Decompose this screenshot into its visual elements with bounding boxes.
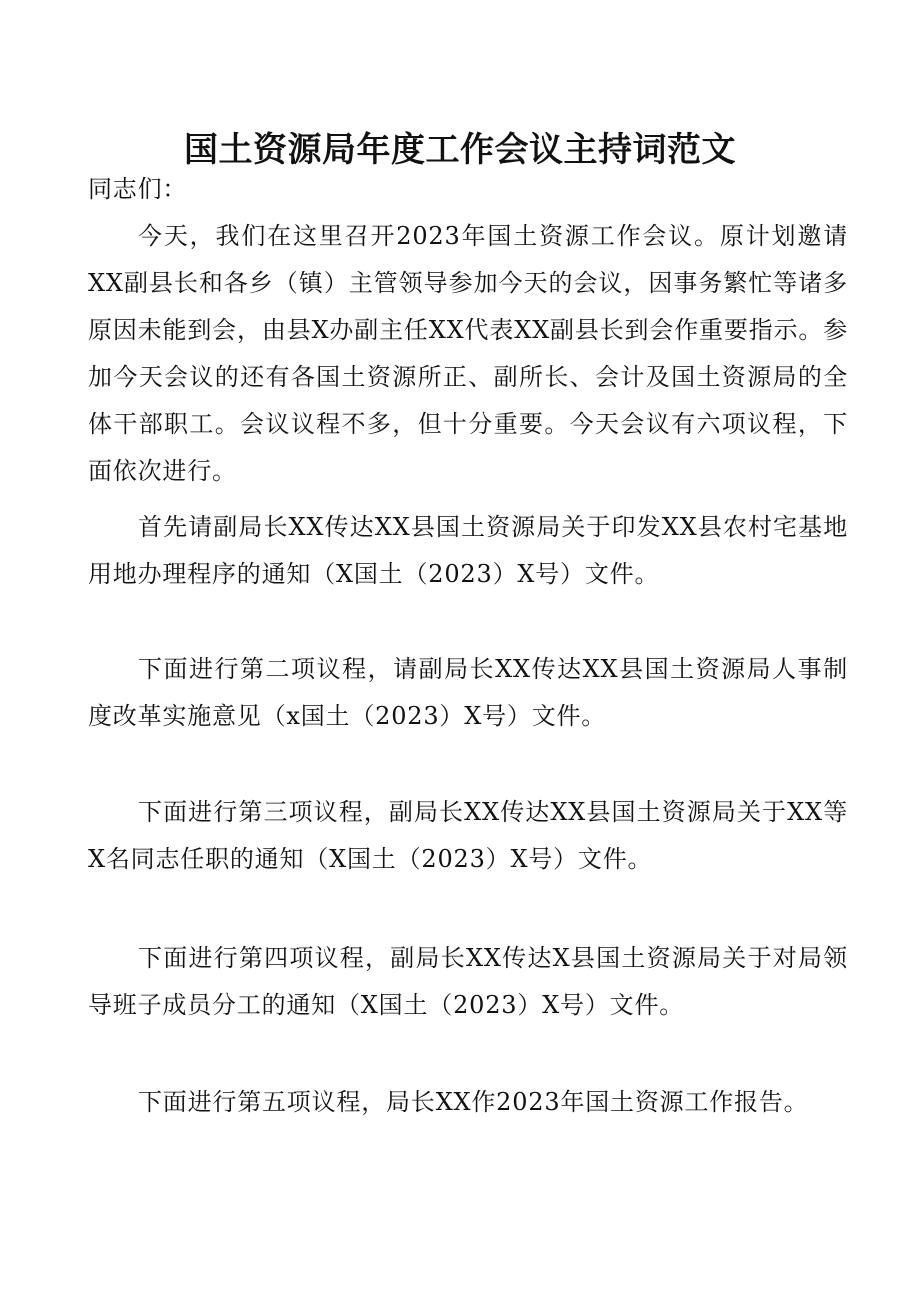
paragraph-agenda-3: 下面进行第三项议程，副局长XX传达XX县国土资源局关于XX等X名同志任职的通知（X国土（2023）X号）文件。 (88, 798, 848, 873)
paragraph-agenda-5: 下面进行第五项议程，局长XX作2023年国土资源工作报告。 (138, 1088, 809, 1116)
paragraph-agenda-1: 首先请副局长XX传达XX县国土资源局关于印发XX县农村宅基地用地办理程序的通知（X国土（2023）X号）文件。 (88, 513, 848, 588)
document-title: 国土资源局年度工作会议主持词范文 (184, 129, 736, 170)
greeting: 同志们： (88, 175, 188, 203)
paragraph-agenda-4: 下面进行第四项议程，副局长XX传达X县国土资源局关于对局领导班子成员分工的通知（X国土（2023）X号）文件。 (88, 944, 848, 1019)
paragraph-opening: 今天，我们在这里召开2023年国土资源工作会议。原计划邀请XX副县长和各乡（镇）主管领导参加今天的会议，因事务繁忙等诸多原因未能到会，由县X办副主任XX代表XX副县长到会作重要指示。参加今天会议的还有各国土资源所正、副所长、会计及国土资源局的全体干部职工。会议议程不多，但十分重要。今天会议有六项议程，下面依次进行。 (88, 222, 848, 485)
paragraph-agenda-2: 下面进行第二项议程，请副局长XX传达XX县国土资源局人事制度改革实施意见（x国土（2023）X号）文件。 (88, 655, 848, 730)
